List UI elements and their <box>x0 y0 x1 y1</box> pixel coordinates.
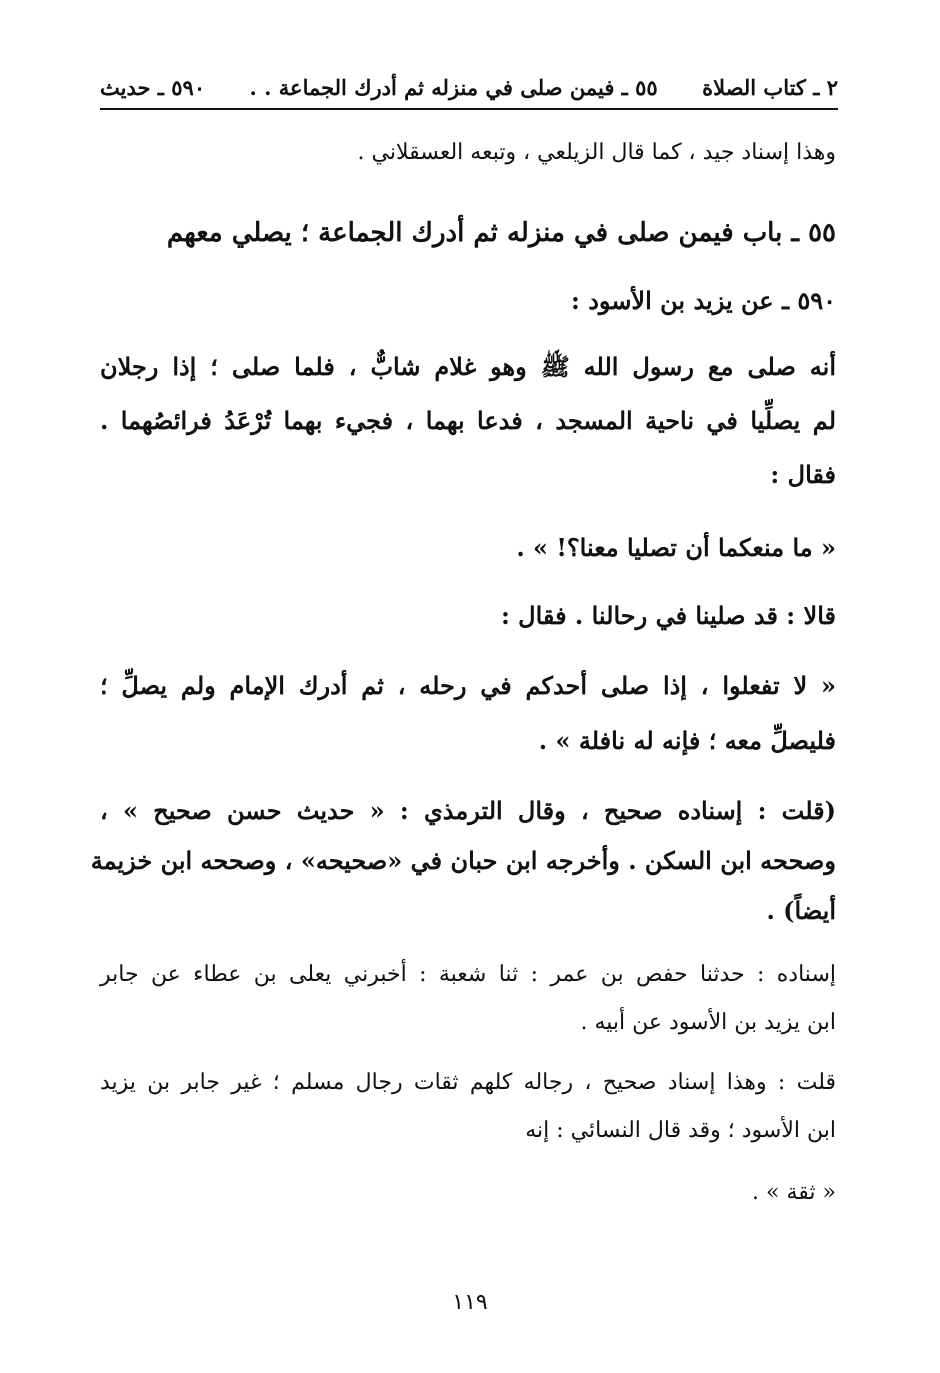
page-number: ١١٩ <box>452 1290 488 1315</box>
running-header <box>100 72 838 102</box>
companions-reply: قالا : قد صلينا في رحالنا . فقال : <box>500 601 836 630</box>
header-hadith-number: ٥٩٠ ـ حديث <box>100 74 206 100</box>
takhrij-note-line-1: (قلت : إسناده صحيح ، وقال الترمذي : « حديث حسن صحيح » ، <box>100 796 836 825</box>
header-book-title: ٢ ـ كتاب الصلاة <box>702 74 838 100</box>
comment-line-3: « ثقة » . <box>752 1180 836 1205</box>
takhrij-note-line-3: أيضاً) . <box>766 896 836 925</box>
comment-line-1: قلت : وهذا إسناد صحيح ، رجاله كلهم ثقات رجال مسلم ؛ غير جابر بن يزيد <box>100 1070 836 1095</box>
chapter-heading: ٥٥ ـ باب فيمن صلى في منزله ثم أدرك الجماعة ؛ يصلي معهم <box>166 218 836 248</box>
matn-line-3: فقال : <box>770 460 836 489</box>
matn-line-1: أنه صلى مع رسول الله ﷺ وهو غلام شابٌّ ، فلما صلى ؛ إذا رجلان <box>100 352 836 381</box>
comment-line-2: ابن الأسود ؛ وقد قال النسائي : إنه <box>525 1118 836 1143</box>
header-chapter-title: ٥٥ ـ فيمن صلى في منزله ثم أدرك الجماعة . . <box>249 74 658 100</box>
isnad-line-1: إسناده : حدثنا حفص بن عمر : ثنا شعبة : أخبرني يعلى بن عطاء عن جابر <box>100 962 836 987</box>
intro-line: وهذا إسناد جيد ، كما قال الزيلعي ، وتبعه العسقلاني . <box>357 140 836 165</box>
prophet-answer-line-1: « لا تفعلوا ، إذا صلى أحدكم في رحله ، ثم أدرك الإمام ولم يصلِّ ؛ <box>100 671 836 700</box>
header-rule <box>100 108 838 110</box>
prophet-question: « ما منعكما أن تصليا معنا؟! » . <box>516 533 836 562</box>
takhrij-note-line-2: وصححه ابن السكن . وأخرجه ابن حبان في «صحيحه» ، وصححه ابن خزيمة <box>90 846 836 875</box>
prophet-answer-line-2: فليصلِّ معه ؛ فإنه له نافلة » . <box>538 726 836 755</box>
isnad-line-2: ابن يزيد بن الأسود عن أبيه . <box>580 1010 836 1035</box>
matn-line-2: لم يصلِّيا في ناحية المسجد ، فدعا بهما ، فجيء بهما تُرْعَدُ فرائصُهما . <box>100 406 836 435</box>
hadith-number: ٥٩٠ ـ عن يزيد بن الأسود : <box>571 286 836 315</box>
